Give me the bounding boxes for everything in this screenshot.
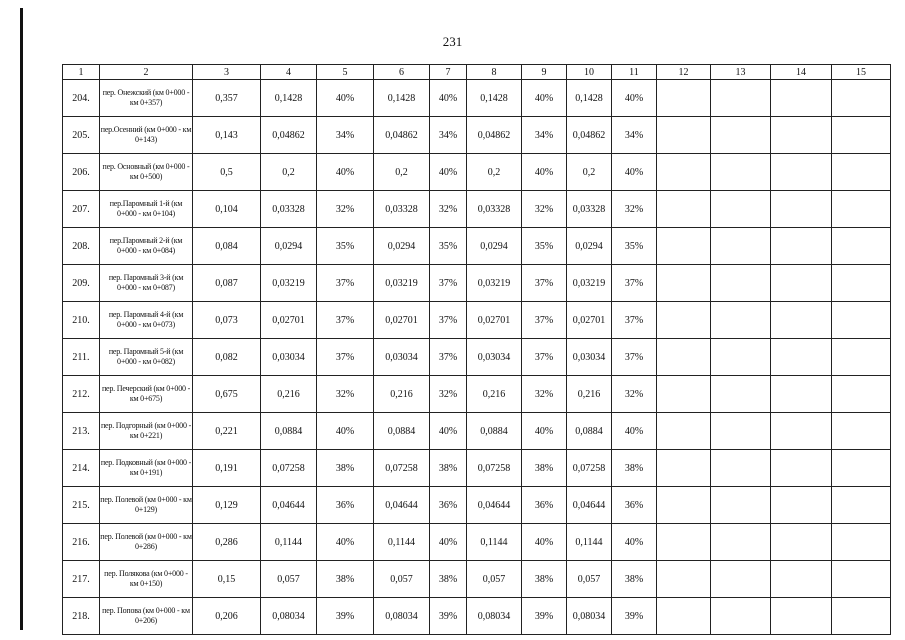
col5-percent: 40% [317, 154, 374, 191]
row-number: 214. [63, 450, 100, 487]
col11-percent: 36% [612, 487, 657, 524]
empty-cell [832, 524, 891, 561]
row-number: 204. [63, 80, 100, 117]
table-row [63, 598, 891, 635]
col10-value: 0,04862 [567, 117, 612, 154]
col6-value: 0,216 [374, 376, 430, 413]
row-number: 210. [63, 302, 100, 339]
col5-percent: 32% [317, 191, 374, 228]
col7-percent: 37% [430, 339, 467, 376]
empty-cell [711, 191, 771, 228]
empty-cell [657, 339, 711, 376]
col7-percent: 40% [430, 80, 467, 117]
col8-value: 0,04644 [467, 487, 522, 524]
col11-percent: 39% [612, 598, 657, 635]
empty-cell [711, 524, 771, 561]
col6-value: 0,07258 [374, 450, 430, 487]
col11-percent: 40% [612, 413, 657, 450]
col10-value: 0,0884 [567, 413, 612, 450]
street-name: пер. Подковный (км 0+000 - км 0+191) [100, 450, 193, 487]
column-header: 12 [657, 65, 711, 80]
col6-value: 0,02701 [374, 302, 430, 339]
column-header: 3 [193, 65, 261, 80]
col11-percent: 37% [612, 339, 657, 376]
col9-percent: 37% [522, 339, 567, 376]
street-name: пер. Печерский (км 0+000 - км 0+675) [100, 376, 193, 413]
empty-cell [711, 413, 771, 450]
col6-value: 0,03219 [374, 265, 430, 302]
row-number: 205. [63, 117, 100, 154]
col8-value: 0,057 [467, 561, 522, 598]
column-header: 6 [374, 65, 430, 80]
col4-value: 0,03034 [261, 339, 317, 376]
column-header: 10 [567, 65, 612, 80]
empty-cell [657, 154, 711, 191]
row-number: 215. [63, 487, 100, 524]
col7-percent: 37% [430, 265, 467, 302]
header-row [63, 65, 891, 80]
col7-percent: 37% [430, 302, 467, 339]
empty-cell [771, 561, 832, 598]
col9-percent: 38% [522, 450, 567, 487]
col5-percent: 35% [317, 228, 374, 265]
row-number: 212. [63, 376, 100, 413]
col9-percent: 32% [522, 376, 567, 413]
col8-value: 0,03328 [467, 191, 522, 228]
col11-percent: 40% [612, 154, 657, 191]
empty-cell [771, 117, 832, 154]
column-header: 13 [711, 65, 771, 80]
empty-cell [771, 191, 832, 228]
table-row [63, 413, 891, 450]
empty-cell [771, 302, 832, 339]
col7-percent: 40% [430, 154, 467, 191]
col8-value: 0,1428 [467, 80, 522, 117]
empty-cell [657, 524, 711, 561]
col7-percent: 38% [430, 450, 467, 487]
empty-cell [832, 376, 891, 413]
length-value: 0,221 [193, 413, 261, 450]
column-header: 7 [430, 65, 467, 80]
row-number: 211. [63, 339, 100, 376]
empty-cell [771, 80, 832, 117]
col9-percent: 37% [522, 302, 567, 339]
empty-cell [711, 302, 771, 339]
length-value: 0,084 [193, 228, 261, 265]
length-value: 0,129 [193, 487, 261, 524]
street-name: пер. Паромный 3-й (км 0+000 - км 0+087) [100, 265, 193, 302]
empty-cell [711, 450, 771, 487]
empty-cell [832, 265, 891, 302]
column-header: 1 [63, 65, 100, 80]
col8-value: 0,0294 [467, 228, 522, 265]
col5-percent: 38% [317, 450, 374, 487]
col4-value: 0,057 [261, 561, 317, 598]
row-number: 213. [63, 413, 100, 450]
col4-value: 0,1428 [261, 80, 317, 117]
table-row [63, 450, 891, 487]
empty-cell [771, 376, 832, 413]
length-value: 0,357 [193, 80, 261, 117]
col8-value: 0,216 [467, 376, 522, 413]
empty-cell [657, 265, 711, 302]
col11-percent: 32% [612, 376, 657, 413]
row-number: 208. [63, 228, 100, 265]
table-row [63, 154, 891, 191]
empty-cell [832, 561, 891, 598]
col7-percent: 35% [430, 228, 467, 265]
col9-percent: 36% [522, 487, 567, 524]
col9-percent: 40% [522, 524, 567, 561]
col8-value: 0,03034 [467, 339, 522, 376]
empty-cell [711, 265, 771, 302]
col6-value: 0,1428 [374, 80, 430, 117]
col7-percent: 32% [430, 191, 467, 228]
col8-value: 0,03219 [467, 265, 522, 302]
col5-percent: 38% [317, 561, 374, 598]
empty-cell [711, 80, 771, 117]
col7-percent: 39% [430, 598, 467, 635]
col11-percent: 32% [612, 191, 657, 228]
empty-cell [657, 598, 711, 635]
col7-percent: 38% [430, 561, 467, 598]
empty-cell [771, 598, 832, 635]
length-value: 0,087 [193, 265, 261, 302]
col11-percent: 40% [612, 524, 657, 561]
empty-cell [771, 265, 832, 302]
col11-percent: 38% [612, 450, 657, 487]
col5-percent: 40% [317, 524, 374, 561]
col11-percent: 34% [612, 117, 657, 154]
col10-value: 0,1428 [567, 80, 612, 117]
empty-cell [657, 117, 711, 154]
length-value: 0,073 [193, 302, 261, 339]
street-name: пер.Осенний (км 0+000 - км 0+143) [100, 117, 193, 154]
empty-cell [832, 598, 891, 635]
col10-value: 0,216 [567, 376, 612, 413]
col10-value: 0,0294 [567, 228, 612, 265]
col8-value: 0,0884 [467, 413, 522, 450]
empty-cell [832, 413, 891, 450]
col5-percent: 32% [317, 376, 374, 413]
col10-value: 0,03219 [567, 265, 612, 302]
street-name: пер. Полевой (км 0+000 - км 0+286) [100, 524, 193, 561]
col11-percent: 35% [612, 228, 657, 265]
empty-cell [832, 117, 891, 154]
col8-value: 0,08034 [467, 598, 522, 635]
col9-percent: 39% [522, 598, 567, 635]
column-header: 15 [832, 65, 891, 80]
empty-cell [657, 561, 711, 598]
empty-cell [832, 339, 891, 376]
empty-cell [771, 413, 832, 450]
street-name: пер.Паромный 1-й (км 0+000 - км 0+104) [100, 191, 193, 228]
empty-cell [657, 191, 711, 228]
col10-value: 0,03034 [567, 339, 612, 376]
col9-percent: 40% [522, 154, 567, 191]
col11-percent: 40% [612, 80, 657, 117]
col4-value: 0,1144 [261, 524, 317, 561]
col10-value: 0,02701 [567, 302, 612, 339]
col7-percent: 40% [430, 413, 467, 450]
length-value: 0,286 [193, 524, 261, 561]
empty-cell [771, 228, 832, 265]
col5-percent: 37% [317, 265, 374, 302]
street-name: пер. Паромный 5-й (км 0+000 - км 0+082) [100, 339, 193, 376]
col4-value: 0,0294 [261, 228, 317, 265]
col8-value: 0,04862 [467, 117, 522, 154]
street-name: пер. Полевой (км 0+000 - км 0+129) [100, 487, 193, 524]
col11-percent: 37% [612, 265, 657, 302]
empty-cell [832, 228, 891, 265]
col6-value: 0,04644 [374, 487, 430, 524]
col9-percent: 38% [522, 561, 567, 598]
column-header: 5 [317, 65, 374, 80]
column-header: 2 [100, 65, 193, 80]
empty-cell [657, 413, 711, 450]
column-header: 4 [261, 65, 317, 80]
empty-cell [657, 228, 711, 265]
col5-percent: 40% [317, 413, 374, 450]
table-row [63, 265, 891, 302]
empty-cell [771, 154, 832, 191]
col7-percent: 36% [430, 487, 467, 524]
empty-cell [657, 80, 711, 117]
empty-cell [832, 450, 891, 487]
empty-cell [832, 154, 891, 191]
page-number: 231 [442, 34, 463, 49]
empty-cell [711, 487, 771, 524]
empty-cell [711, 598, 771, 635]
empty-cell [832, 191, 891, 228]
table-row [63, 376, 891, 413]
col5-percent: 36% [317, 487, 374, 524]
empty-cell [771, 339, 832, 376]
col11-percent: 38% [612, 561, 657, 598]
col4-value: 0,03219 [261, 265, 317, 302]
col6-value: 0,08034 [374, 598, 430, 635]
empty-cell [657, 487, 711, 524]
col4-value: 0,04644 [261, 487, 317, 524]
table-row [63, 228, 891, 265]
row-number: 209. [63, 265, 100, 302]
table-row [63, 117, 891, 154]
col5-percent: 39% [317, 598, 374, 635]
col9-percent: 34% [522, 117, 567, 154]
street-name: пер. Подгорный (км 0+000 - км 0+221) [100, 413, 193, 450]
street-name: пер.Паромный 2-й (км 0+000 - км 0+084) [100, 228, 193, 265]
table-row [63, 561, 891, 598]
col4-value: 0,07258 [261, 450, 317, 487]
length-value: 0,104 [193, 191, 261, 228]
length-value: 0,082 [193, 339, 261, 376]
table-body [63, 80, 891, 635]
col4-value: 0,2 [261, 154, 317, 191]
column-header: 9 [522, 65, 567, 80]
empty-cell [832, 487, 891, 524]
col8-value: 0,1144 [467, 524, 522, 561]
row-number: 206. [63, 154, 100, 191]
empty-cell [771, 450, 832, 487]
col9-percent: 32% [522, 191, 567, 228]
col6-value: 0,1144 [374, 524, 430, 561]
length-value: 0,15 [193, 561, 261, 598]
col5-percent: 40% [317, 80, 374, 117]
empty-cell [657, 302, 711, 339]
col10-value: 0,057 [567, 561, 612, 598]
col10-value: 0,07258 [567, 450, 612, 487]
street-name: пер. Полякова (км 0+000 - км 0+150) [100, 561, 193, 598]
table-row [63, 80, 891, 117]
empty-cell [771, 524, 832, 561]
column-header: 11 [612, 65, 657, 80]
length-value: 0,143 [193, 117, 261, 154]
empty-cell [711, 561, 771, 598]
row-number: 217. [63, 561, 100, 598]
col8-value: 0,2 [467, 154, 522, 191]
col8-value: 0,07258 [467, 450, 522, 487]
street-name: пер. Основный (км 0+000 - км 0+500) [100, 154, 193, 191]
col4-value: 0,04862 [261, 117, 317, 154]
empty-cell [711, 376, 771, 413]
col10-value: 0,04644 [567, 487, 612, 524]
length-value: 0,191 [193, 450, 261, 487]
col8-value: 0,02701 [467, 302, 522, 339]
empty-cell [832, 302, 891, 339]
empty-cell [711, 228, 771, 265]
row-number: 218. [63, 598, 100, 635]
col5-percent: 34% [317, 117, 374, 154]
col5-percent: 37% [317, 339, 374, 376]
col6-value: 0,0294 [374, 228, 430, 265]
street-name: пер. Попова (км 0+000 - км 0+206) [100, 598, 193, 635]
col4-value: 0,03328 [261, 191, 317, 228]
col9-percent: 40% [522, 80, 567, 117]
empty-cell [711, 154, 771, 191]
col10-value: 0,03328 [567, 191, 612, 228]
col4-value: 0,0884 [261, 413, 317, 450]
col9-percent: 37% [522, 265, 567, 302]
table-row [63, 339, 891, 376]
col9-percent: 35% [522, 228, 567, 265]
col5-percent: 37% [317, 302, 374, 339]
length-value: 0,675 [193, 376, 261, 413]
col6-value: 0,2 [374, 154, 430, 191]
table-row [63, 191, 891, 228]
length-value: 0,206 [193, 598, 261, 635]
col4-value: 0,08034 [261, 598, 317, 635]
empty-cell [711, 339, 771, 376]
col10-value: 0,2 [567, 154, 612, 191]
col7-percent: 32% [430, 376, 467, 413]
col6-value: 0,03034 [374, 339, 430, 376]
street-name: пер. Паромный 4-й (км 0+000 - км 0+073) [100, 302, 193, 339]
row-number: 216. [63, 524, 100, 561]
col6-value: 0,057 [374, 561, 430, 598]
col11-percent: 37% [612, 302, 657, 339]
street-name: пер. Онежский (км 0+000 - км 0+357) [100, 80, 193, 117]
table-row [63, 302, 891, 339]
col6-value: 0,04862 [374, 117, 430, 154]
col7-percent: 34% [430, 117, 467, 154]
column-header: 8 [467, 65, 522, 80]
col4-value: 0,216 [261, 376, 317, 413]
empty-cell [771, 487, 832, 524]
table-row [63, 487, 891, 524]
col6-value: 0,0884 [374, 413, 430, 450]
col4-value: 0,02701 [261, 302, 317, 339]
row-number: 207. [63, 191, 100, 228]
table-row [63, 524, 891, 561]
empty-cell [657, 376, 711, 413]
empty-cell [657, 450, 711, 487]
length-value: 0,5 [193, 154, 261, 191]
empty-cell [711, 117, 771, 154]
col6-value: 0,03328 [374, 191, 430, 228]
col7-percent: 40% [430, 524, 467, 561]
empty-cell [832, 80, 891, 117]
margin-line [20, 8, 23, 630]
col9-percent: 40% [522, 413, 567, 450]
col10-value: 0,08034 [567, 598, 612, 635]
col10-value: 0,1144 [567, 524, 612, 561]
data-table [62, 64, 891, 635]
column-header: 14 [771, 65, 832, 80]
